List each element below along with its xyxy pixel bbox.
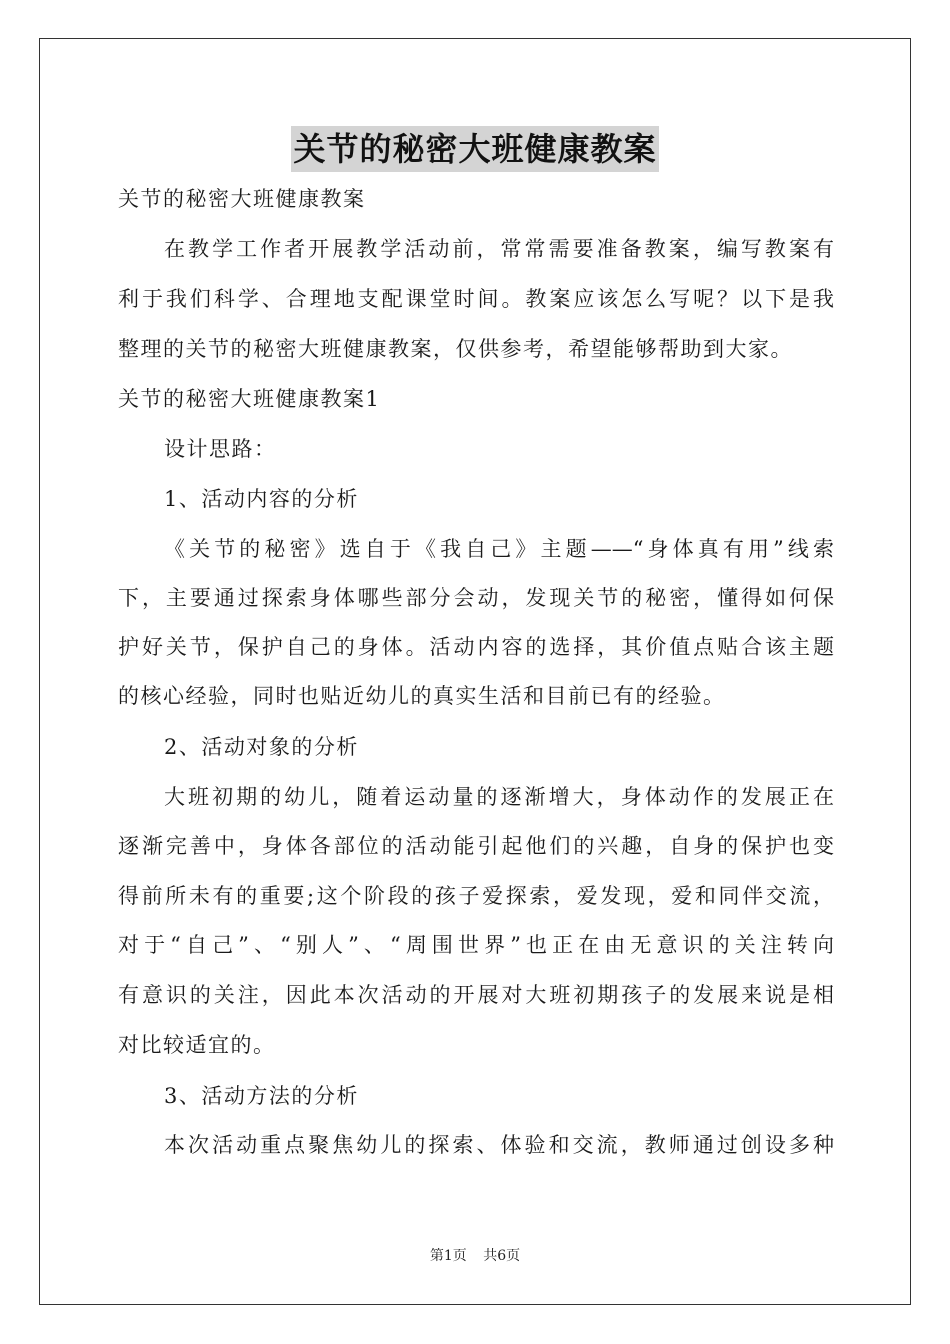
paragraph-line: 得前所未有的重要;这个阶段的孩子爱探索，爱发现，爱和同伴交流， — [118, 884, 834, 908]
paragraph-line: 《关节的秘密》选自于《我自己》主题——“身体真有用”线索 — [164, 537, 834, 561]
subheading: 3、活动方法的分析 — [164, 1084, 359, 1108]
subheading: 设计思路： — [164, 437, 277, 461]
paragraph-line: 对比较适宜的。 — [118, 1033, 276, 1057]
page-number: 第1页 — [429, 1248, 467, 1264]
paragraph-line: 逐渐完善中，身体各部位的活动能引起他们的兴趣，自身的保护也变 — [118, 834, 834, 858]
paragraph-line: 的核心经验，同时也贴近幼儿的真实生活和目前已有的经验。 — [118, 684, 726, 708]
subtitle-line: 关节的秘密大班健康教案 — [118, 187, 366, 211]
subheading: 1、活动内容的分析 — [164, 487, 359, 511]
paragraph-line: 下，主要通过探索身体哪些部分会动，发现关节的秘密，懂得如何保 — [118, 586, 834, 610]
section-heading: 关节的秘密大班健康教案1 — [118, 387, 381, 411]
paragraph-line: 利于我们科学、合理地支配课堂时间。教案应该怎么写呢？以下是我 — [118, 287, 834, 311]
title-container — [0, 126, 950, 172]
document-title: 关节的秘密大班健康教案 — [291, 126, 658, 172]
page-footer — [0, 1246, 950, 1266]
subheading: 2、活动对象的分析 — [164, 735, 359, 759]
page-total: 共6页 — [483, 1248, 521, 1264]
paragraph-line: 本次活动重点聚焦幼儿的探索、体验和交流，教师通过创设多种 — [164, 1133, 834, 1157]
paragraph-line: 对于“自己”、“别人”、“周围世界”也正在由无意识的关注转向 — [118, 933, 834, 957]
paragraph-line: 大班初期的幼儿，随着运动量的逐渐增大，身体动作的发展正在 — [164, 785, 834, 809]
paragraph-line: 整理的关节的秘密大班健康教案，仅供参考，希望能够帮助到大家。 — [118, 337, 793, 361]
page-border — [39, 38, 911, 1305]
paragraph-line: 有意识的关注，因此本次活动的开展对大班初期孩子的发展来说是相 — [118, 983, 834, 1007]
paragraph-line: 护好关节，保护自己的身体。活动内容的选择，其价值点贴合该主题 — [118, 635, 834, 659]
paragraph-line: 在教学工作者开展教学活动前，常常需要准备教案，编写教案有 — [164, 237, 834, 261]
